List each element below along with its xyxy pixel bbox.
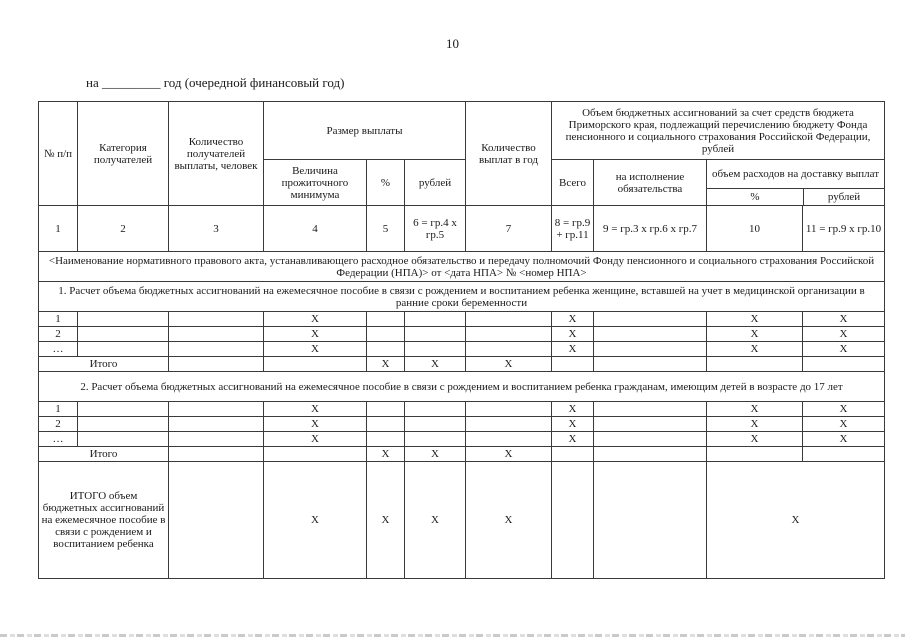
page-number: 10: [446, 36, 459, 51]
section-1-title-row: [39, 282, 885, 312]
header-budget-volume: Объем бюджетных ассигнований за счет средств бюджета Приморского края, подлежащий перечислению бюджету Фонда пенсионного и социального страхования Российской Федерации, рублей: [552, 102, 885, 160]
header-percent: %: [367, 160, 405, 206]
table-row: [39, 327, 885, 342]
budget-calculation-table: [38, 101, 885, 579]
cell-x: X: [405, 357, 466, 372]
cell-x: X: [803, 402, 885, 417]
row-num: 1: [39, 312, 78, 327]
cell-x: X: [264, 432, 367, 447]
table-row: [39, 417, 885, 432]
header-delivery-rubles: рублей: [827, 191, 861, 203]
cell-x: X: [264, 462, 367, 579]
cell-x: X: [466, 357, 552, 372]
npa-text: <Наименование нормативного правового акта, устанавливающего расходное обязательство и передачу полномочий Фонду пенсионного и социального страхования Российской Федерации (НПА)> от <дата НПА> № <номер НПА>: [39, 252, 885, 282]
cell-x: X: [264, 402, 367, 417]
cell-x: X: [552, 342, 594, 357]
cell-x: X: [466, 462, 552, 579]
cell-x: X: [264, 327, 367, 342]
section-2-title-row: [39, 372, 885, 402]
header-count-payments: Количество выплат в год: [466, 102, 552, 206]
header-num: № п/п: [39, 102, 78, 206]
table-row: [39, 402, 885, 417]
section-2-title: 2. Расчет объема бюджетных ассигнований на ежемесячное пособие в связи с рождением и воспитанием ребенка гражданам, имеющим детей в возрасте до 17 лет: [39, 372, 885, 402]
cell-x: X: [803, 342, 885, 357]
section-1-total-row: [39, 357, 885, 372]
colnum-8: 8 = гр.9 + гр.11: [552, 206, 594, 252]
cell-x: X: [405, 447, 466, 462]
row-num: …: [39, 432, 78, 447]
header-subsistence-minimum: Величина прожиточного минимума: [264, 160, 367, 206]
header-obligation: на исполнение обязательства: [594, 160, 707, 206]
cell-x: X: [552, 327, 594, 342]
grand-total-label: ИТОГО объем бюджетных ассигнований на ежемесячное пособие в связи с рождением и воспитанием ребенка: [39, 462, 169, 579]
colnum-2: 2: [78, 206, 169, 252]
cell-x: X: [367, 462, 405, 579]
header-payment-size: Размер выплаты: [264, 102, 466, 160]
header-delivery-percent: %: [707, 189, 804, 205]
cell-x: X: [803, 312, 885, 327]
total-label: Итого: [39, 357, 169, 372]
section-2-total-row: [39, 447, 885, 462]
row-num: 2: [39, 417, 78, 432]
cell-x: X: [707, 432, 803, 447]
header-row-1: [39, 102, 885, 160]
cell-x: X: [264, 312, 367, 327]
header-total: Всего: [552, 160, 594, 206]
cell-x: X: [803, 327, 885, 342]
cell-x: X: [552, 432, 594, 447]
cell-x: X: [803, 432, 885, 447]
cell-x: X: [707, 402, 803, 417]
grand-total-row: [39, 462, 885, 579]
cell-x: X: [552, 312, 594, 327]
cell-x: X: [707, 312, 803, 327]
header-category: Категория получателей: [78, 102, 169, 206]
form-subtitle: на _________ год (очередной финансовый год): [86, 75, 345, 90]
cell-x: X: [367, 447, 405, 462]
cell-x: X: [367, 357, 405, 372]
row-num: …: [39, 342, 78, 357]
cell-x: X: [707, 417, 803, 432]
cell-x: X: [264, 342, 367, 357]
cell-x: X: [405, 462, 466, 579]
table-row: [39, 342, 885, 357]
cell-x: X: [552, 402, 594, 417]
npa-row: [39, 252, 885, 282]
cell-x: X: [552, 417, 594, 432]
cell-x: X: [466, 447, 552, 462]
cell-x: X: [707, 342, 803, 357]
column-number-row: [39, 206, 885, 252]
colnum-11: 11 = гр.9 х гр.10: [803, 206, 885, 252]
colnum-4: 4: [264, 206, 367, 252]
header-delivery-group: [707, 160, 885, 206]
cell-x: X: [803, 417, 885, 432]
header-count-recipients: Количество получателей выплаты, человек: [169, 102, 264, 206]
colnum-5: 5: [367, 206, 405, 252]
colnum-3: 3: [169, 206, 264, 252]
header-delivery: объем расходов на доставку выплат: [707, 160, 884, 189]
colnum-10: 10: [707, 206, 803, 252]
colnum-9: 9 = гр.3 х гр.6 х гр.7: [594, 206, 707, 252]
total-label: Итого: [39, 447, 169, 462]
table-row: [39, 432, 885, 447]
colnum-1: 1: [39, 206, 78, 252]
colnum-7: 7: [466, 206, 552, 252]
section-1-title: 1. Расчет объема бюджетных ассигнований на ежемесячное пособие в связи с рождением и воспитанием ребенка женщине, вставшей на учет в медицинской организации в ранние сроки беременности: [39, 282, 885, 312]
cell-x: X: [707, 327, 803, 342]
scan-artifact-line: [0, 634, 905, 637]
header-rubles: рублей: [405, 160, 466, 206]
cell-x: X: [707, 462, 885, 579]
cell-x: X: [264, 417, 367, 432]
header-delivery-subcols: [707, 189, 884, 205]
colnum-6: 6 = гр.4 х гр.5: [405, 206, 466, 252]
table-row: [39, 312, 885, 327]
row-num: 2: [39, 327, 78, 342]
row-num: 1: [39, 402, 78, 417]
